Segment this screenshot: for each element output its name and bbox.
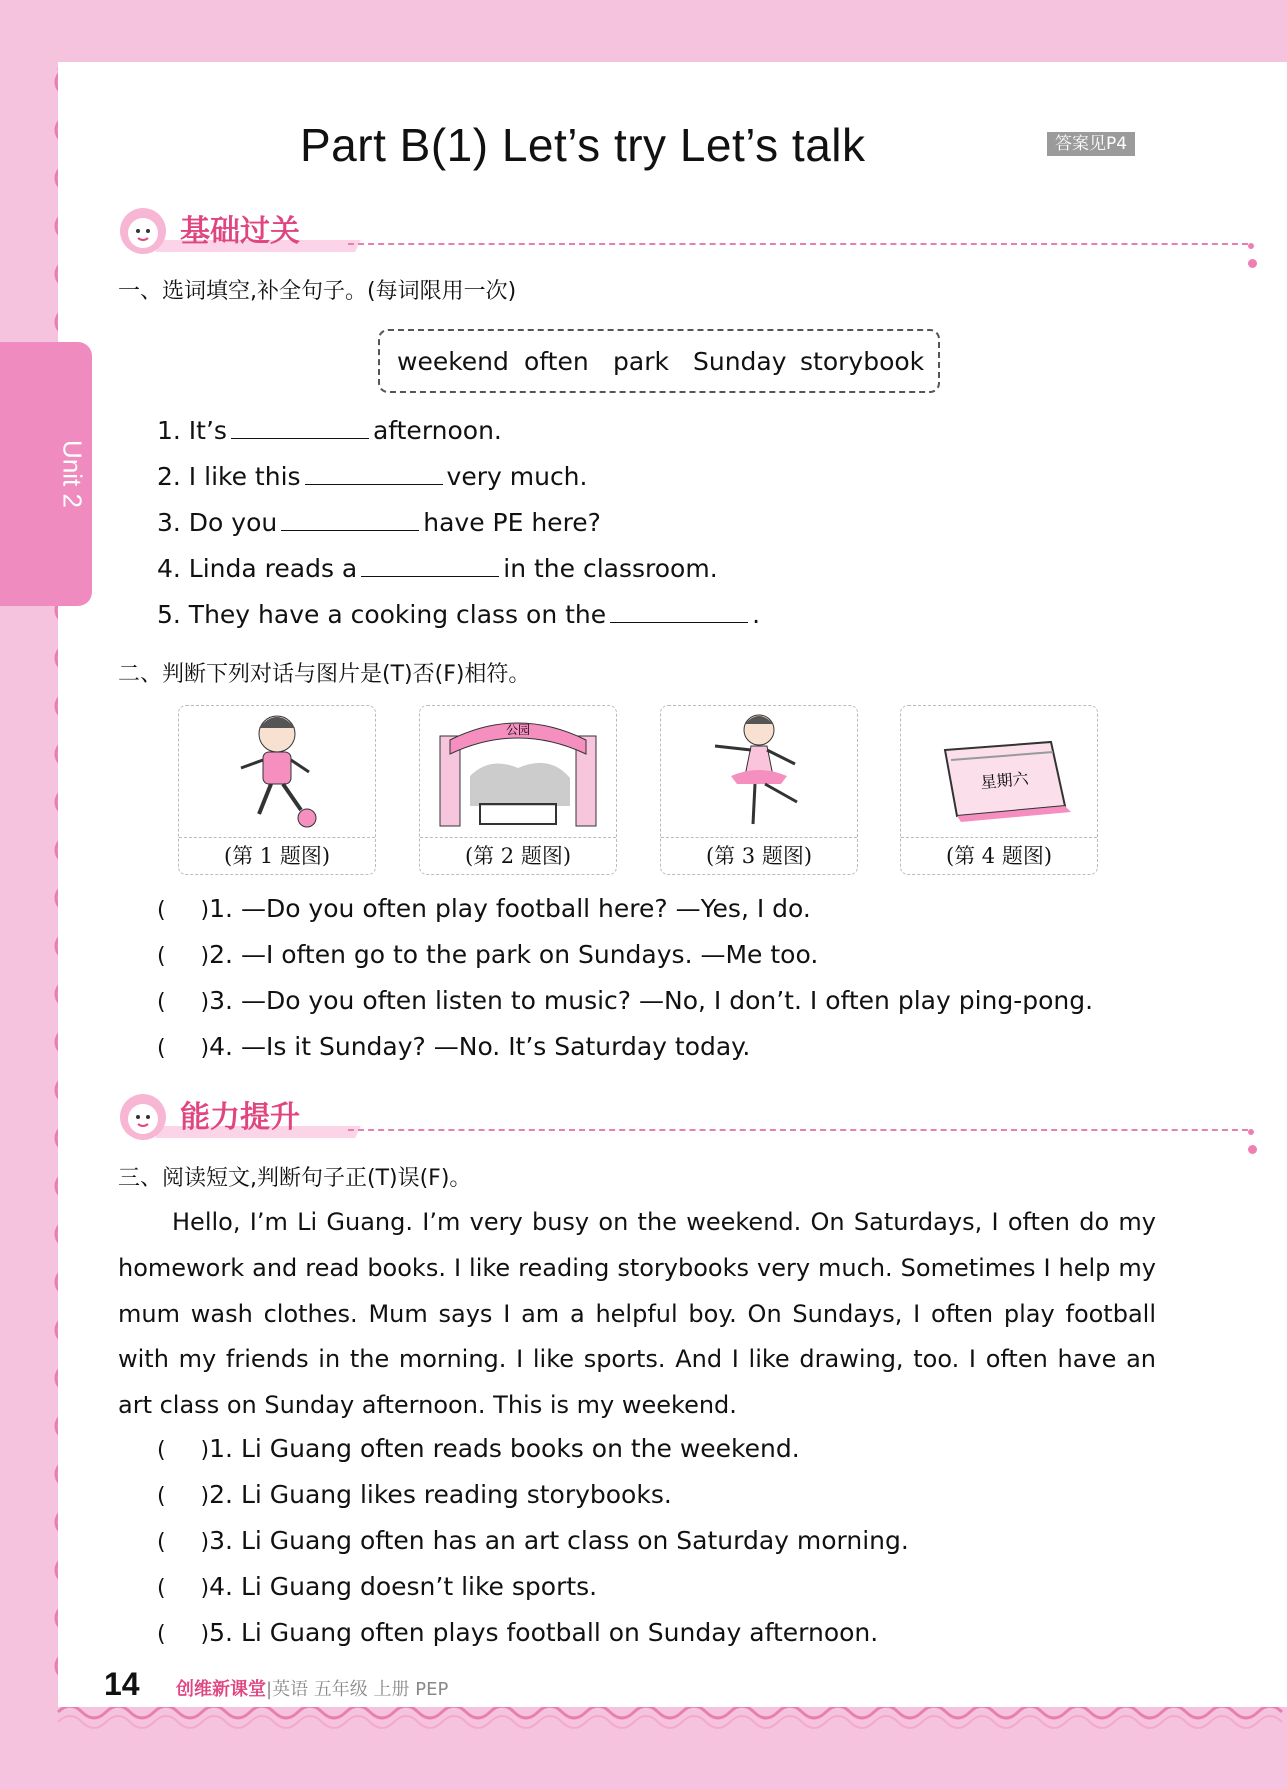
park-gate-icon [420, 706, 616, 836]
section-title: 能力提升 [180, 1100, 300, 1135]
dots-decoration [1248, 234, 1259, 272]
true-false-item [157, 1526, 909, 1555]
answer-parens[interactable]: ( ) [157, 1622, 210, 1647]
answer-parens[interactable]: ( ) [157, 944, 210, 969]
word-bank-word: Sunday [693, 347, 787, 376]
caption-divider [179, 837, 375, 838]
girl-ballet-icon [661, 706, 857, 836]
statement-text: 1. Li Guang often reads books on the weekend. [209, 1434, 800, 1463]
sentence-text: afternoon. [372, 416, 502, 445]
answer-parens[interactable]: ( ) [157, 1036, 210, 1061]
answer-parens[interactable]: ( ) [157, 1530, 210, 1555]
statement-text: 3. Li Guang often has an art class on Saturday morning. [209, 1526, 909, 1555]
answer-parens[interactable]: ( ) [157, 1438, 210, 1463]
sentence-text: have PE here? [423, 508, 601, 537]
dots-decoration [1248, 1120, 1259, 1158]
mascot-icon [118, 1092, 168, 1142]
picture-card [419, 705, 617, 875]
book-info: 英语 五年级 上册 PEP [272, 1679, 449, 1700]
sentence-text: 1. It’s [157, 416, 227, 445]
page-number: 14 [104, 1666, 140, 1702]
footer-separator: | [266, 1679, 273, 1700]
true-false-item [157, 1572, 597, 1601]
picture-caption: (第 3 题图) [705, 844, 813, 868]
word-bank [378, 329, 940, 393]
caption-divider [901, 837, 1097, 838]
boy-football-icon [179, 706, 375, 836]
true-false-item [157, 986, 1093, 1015]
fill-blank-sentence [157, 462, 587, 491]
gate-sign: 公园 [505, 723, 531, 737]
statement-text: 4. Li Guang doesn’t like sports. [209, 1572, 598, 1601]
q2-instruction: 二、判断下列对话与图片是(T)否(F)相符。 [118, 662, 531, 687]
dialogue-text: 1. —Do you often play football here? —Yes, I do. [209, 894, 811, 923]
sentence-text: very much. [446, 462, 588, 491]
sentence-text: . [752, 600, 761, 629]
desk-calendar-icon [901, 706, 1097, 836]
mascot-icon [118, 206, 168, 256]
answer-parens[interactable]: ( ) [157, 1484, 210, 1509]
true-false-item [157, 1618, 878, 1647]
page-title: Part B(1) Let’s try Let’s talk [300, 119, 866, 171]
sentence-text: 4. Linda reads a [157, 554, 358, 583]
dialogue-text: 2. —I often go to the park on Sundays. —Me too. [209, 940, 819, 969]
picture-card [660, 705, 858, 875]
statement-text: 2. Li Guang likes reading storybooks. [209, 1480, 672, 1509]
picture-caption: (第 2 题图) [464, 844, 572, 868]
q3-instruction: 三、阅读短文,判断句子正(T)误(F)。 [118, 1166, 472, 1191]
picture-card [178, 705, 376, 875]
unit-side-tab [0, 342, 92, 606]
true-false-item [157, 940, 818, 969]
dashed-divider [348, 1129, 1248, 1131]
word-bank-word: weekend [397, 347, 509, 376]
fill-blank-sentence [157, 600, 760, 629]
section-header-advanced [118, 1086, 1178, 1146]
section-header-basic [118, 200, 1178, 260]
true-false-item [157, 894, 811, 923]
sentence-text: in the classroom. [503, 554, 718, 583]
word-bank-word: park [613, 347, 669, 376]
fill-blank-sentence [157, 508, 601, 537]
reading-passage [118, 1200, 1156, 1429]
answer-blank[interactable] [305, 462, 443, 485]
dashed-divider [348, 243, 1248, 245]
answer-parens[interactable]: ( ) [157, 1576, 210, 1601]
picture-caption: (第 1 题图) [223, 844, 331, 868]
fill-blank-sentence [157, 416, 502, 445]
true-false-item [157, 1032, 750, 1061]
passage-text: Hello, I’m Li Guang. I’m very busy on the weekend. On Saturdays, I often do my homework and read books. I like reading storybooks very much. Sometimes I help my mum wash clothes. Mum says I am a helpful boy. On Sundays, I often play football with my friends in the morning. I like sports. And I like drawing, too. I often have an art class on Sunday afternoon. This is my weekend. [118, 1208, 1156, 1420]
fill-blank-sentence [157, 554, 718, 583]
dialogue-text: 4. —Is it Sunday? —No. It’s Saturday today. [209, 1032, 751, 1061]
word-bank-word: storybook [800, 347, 925, 376]
answer-blank[interactable] [281, 508, 419, 531]
footer-info [176, 1675, 448, 1701]
word-bank-word: often [524, 347, 589, 376]
calendar-text: 星期六 [979, 768, 1030, 793]
q1-instruction: 一、选词填空,补全句子。(每词限用一次) [118, 279, 517, 304]
answer-reference-badge: 答案见P4 [1047, 132, 1135, 156]
brand-name: 创维新课堂 [176, 1679, 266, 1700]
sentence-text: 3. Do you [157, 508, 278, 537]
picture-card [900, 705, 1098, 875]
dialogue-text: 3. —Do you often listen to music? —No, I don’t. I often play ping-pong. [209, 986, 1094, 1015]
answer-blank[interactable] [231, 416, 369, 439]
answer-parens[interactable]: ( ) [157, 990, 210, 1015]
statement-text: 5. Li Guang often plays football on Sunday afternoon. [209, 1618, 879, 1647]
caption-divider [661, 837, 857, 838]
answer-parens[interactable]: ( ) [157, 898, 210, 923]
answer-blank[interactable] [610, 600, 748, 623]
answer-blank[interactable] [361, 554, 499, 577]
sentence-text: 5. They have a cooking class on the [157, 600, 607, 629]
sentence-text: 2. I like this [157, 462, 301, 491]
picture-caption: (第 4 题图) [945, 844, 1053, 868]
true-false-item [157, 1434, 800, 1463]
unit-label: Unit 2 [57, 440, 88, 508]
caption-divider [420, 837, 616, 838]
true-false-item [157, 1480, 672, 1509]
section-title: 基础过关 [180, 214, 300, 249]
